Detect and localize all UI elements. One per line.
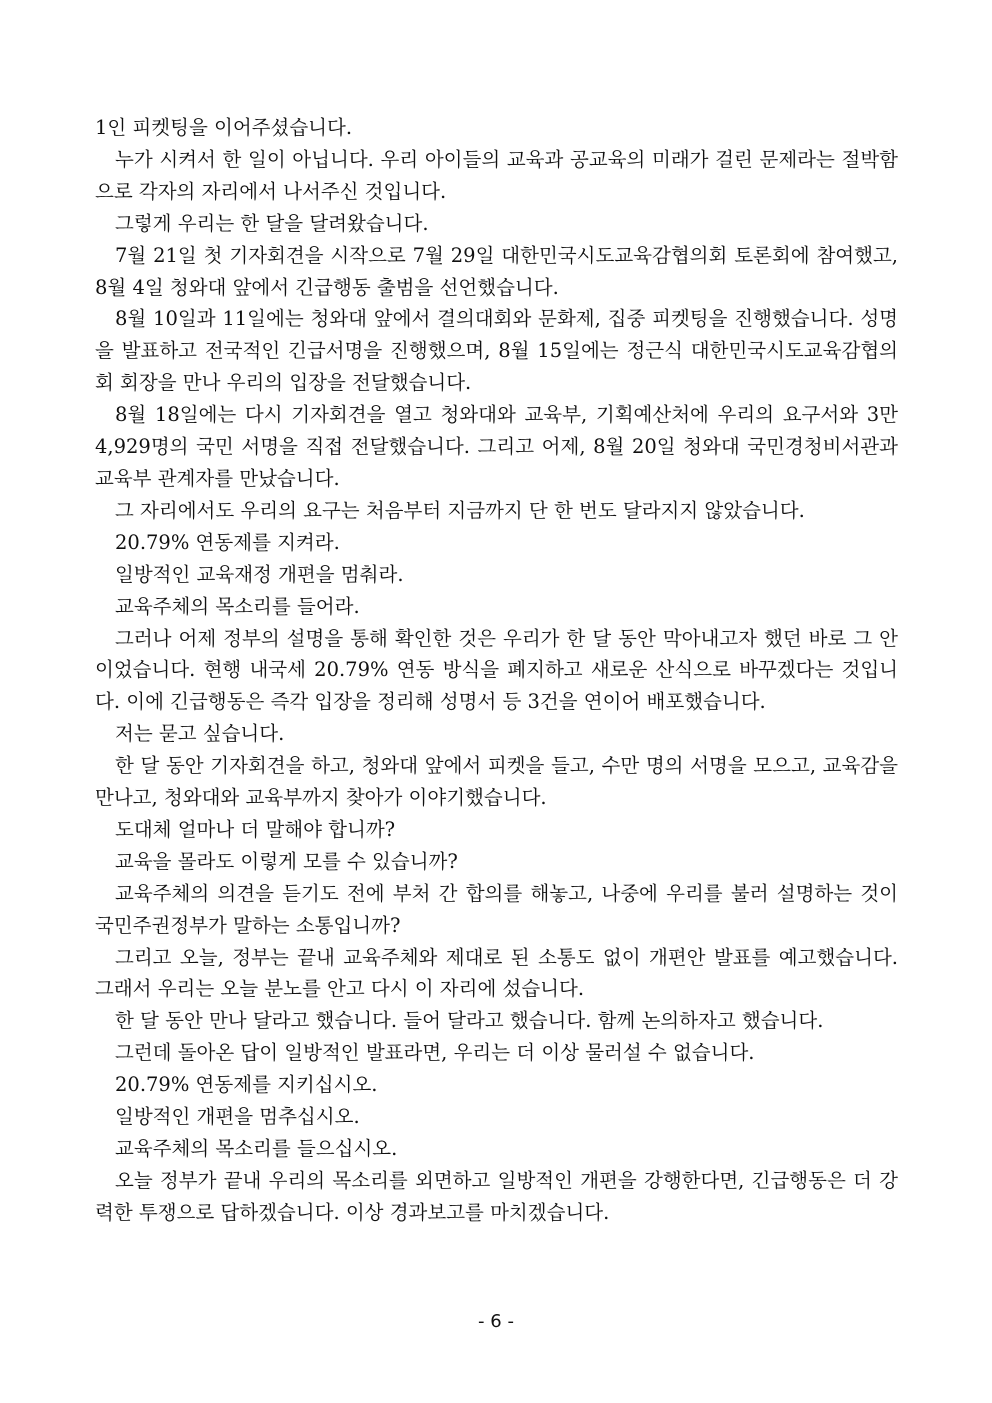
paragraph-12: 저는 묻고 싶습니다.	[115, 722, 285, 746]
paragraph-11: 그러나 어제 정부의 설명을 통해 확인한 것은 우리가 한 달 동안 막아내고자 했던 바로 그 안이었습니다. 현행 내국세 20.79% 연동 방식을 폐지하고 새로운 산식으로 바꾸겠다는 것입니다. 이에 긴급행동은 즉각 입장을 정리해 성명서 등 3건을 연이어 배포했습니다.	[95, 626, 898, 714]
paragraph-6: 8월 18일에는 다시 기자회견을 열고 청와대와 교육부, 기획예산처에 우리의 요구서와 3만 4,929명의 국민 서명을 직접 전달했습니다. 그리고 어제, 8월 20일 청와대 국민경청비서관과 교육부 관계자를 만났습니다.	[95, 403, 898, 490]
document-body	[95, 112, 898, 1229]
paragraph-23: 오늘 정부가 끝내 우리의 목소리를 외면하고 일방적인 개편을 강행한다면, 긴급행동은 더 강력한 투쟁으로 답하겠습니다. 이상 경과보고를 마치겠습니다.	[95, 1168, 898, 1224]
paragraph-1: 1인 피켓팅을 이어주셨습니다.	[95, 116, 353, 139]
paragraph-17: 그리고 오늘, 정부는 끝내 교육주체와 제대로 된 소통도 없이 개편안 발표를 예고했습니다. 그래서 우리는 오늘 분노를 안고 다시 이 자리에 섰습니다.	[95, 945, 898, 1001]
paragraph-2: 누가 시켜서 한 일이 아닙니다. 우리 아이들의 교육과 공교육의 미래가 걸린 문제라는 절박함으로 각자의 자리에서 나서주신 것입니다.	[95, 147, 898, 203]
paragraph-8: 20.79% 연동제를 지켜라.	[115, 530, 340, 554]
paragraph-7: 그 자리에서도 우리의 요구는 처음부터 지금까지 단 한 번도 달라지지 않았습니다.	[115, 498, 805, 522]
paragraph-5: 8월 10일과 11일에는 청와대 앞에서 결의대회와 문화제, 집중 피켓팅을 진행했습니다. 성명을 발표하고 전국적인 긴급서명을 진행했으며, 8월 15일에는 정근식 대한민국시도교육감협의회 회장을 만나 우리의 입장을 전달했습니다.	[95, 307, 898, 395]
paragraph-4: 7월 21일 첫 기자회견을 시작으로 7월 29일 대한민국시도교육감협의회 토론회에 참여했고, 8월 4일 청와대 앞에서 긴급행동 출범을 선언했습니다.	[95, 243, 898, 299]
paragraph-21: 일방적인 개편을 멈추십시오.	[115, 1105, 360, 1129]
paragraph-19: 그런데 돌아온 답이 일방적인 발표라면, 우리는 더 이상 물러설 수 없습니다.	[115, 1041, 755, 1065]
paragraph-9: 일방적인 교육재정 개편을 멈춰라.	[115, 562, 404, 586]
paragraph-10: 교육주체의 목소리를 들어라.	[115, 594, 360, 618]
paragraph-22: 교육주체의 목소리를 들으십시오.	[115, 1137, 398, 1160]
paragraph-20: 20.79% 연동제를 지키십시오.	[115, 1073, 378, 1097]
page-number: - 6 -	[478, 1311, 514, 1332]
paragraph-14: 도대체 얼마나 더 말해야 합니까?	[115, 817, 396, 841]
paragraph-15: 교육을 몰라도 이렇게 모를 수 있습니까?	[115, 849, 458, 873]
paragraph-3: 그렇게 우리는 한 달을 달려왔습니다.	[115, 211, 429, 235]
paragraph-13: 한 달 동안 기자회견을 하고, 청와대 앞에서 피켓을 들고, 수만 명의 서명을 모으고, 교육감을 만나고, 청와대와 교육부까지 찾아가 이야기했습니다.	[95, 754, 898, 810]
paragraph-18: 한 달 동안 만나 달라고 했습니다. 들어 달라고 했습니다. 함께 논의하자고 했습니다.	[115, 1009, 824, 1033]
paragraph-16: 교육주체의 의견을 듣기도 전에 부처 간 합의를 해놓고, 나중에 우리를 불러 설명하는 것이 국민주권정부가 말하는 소통입니까?	[95, 881, 898, 937]
